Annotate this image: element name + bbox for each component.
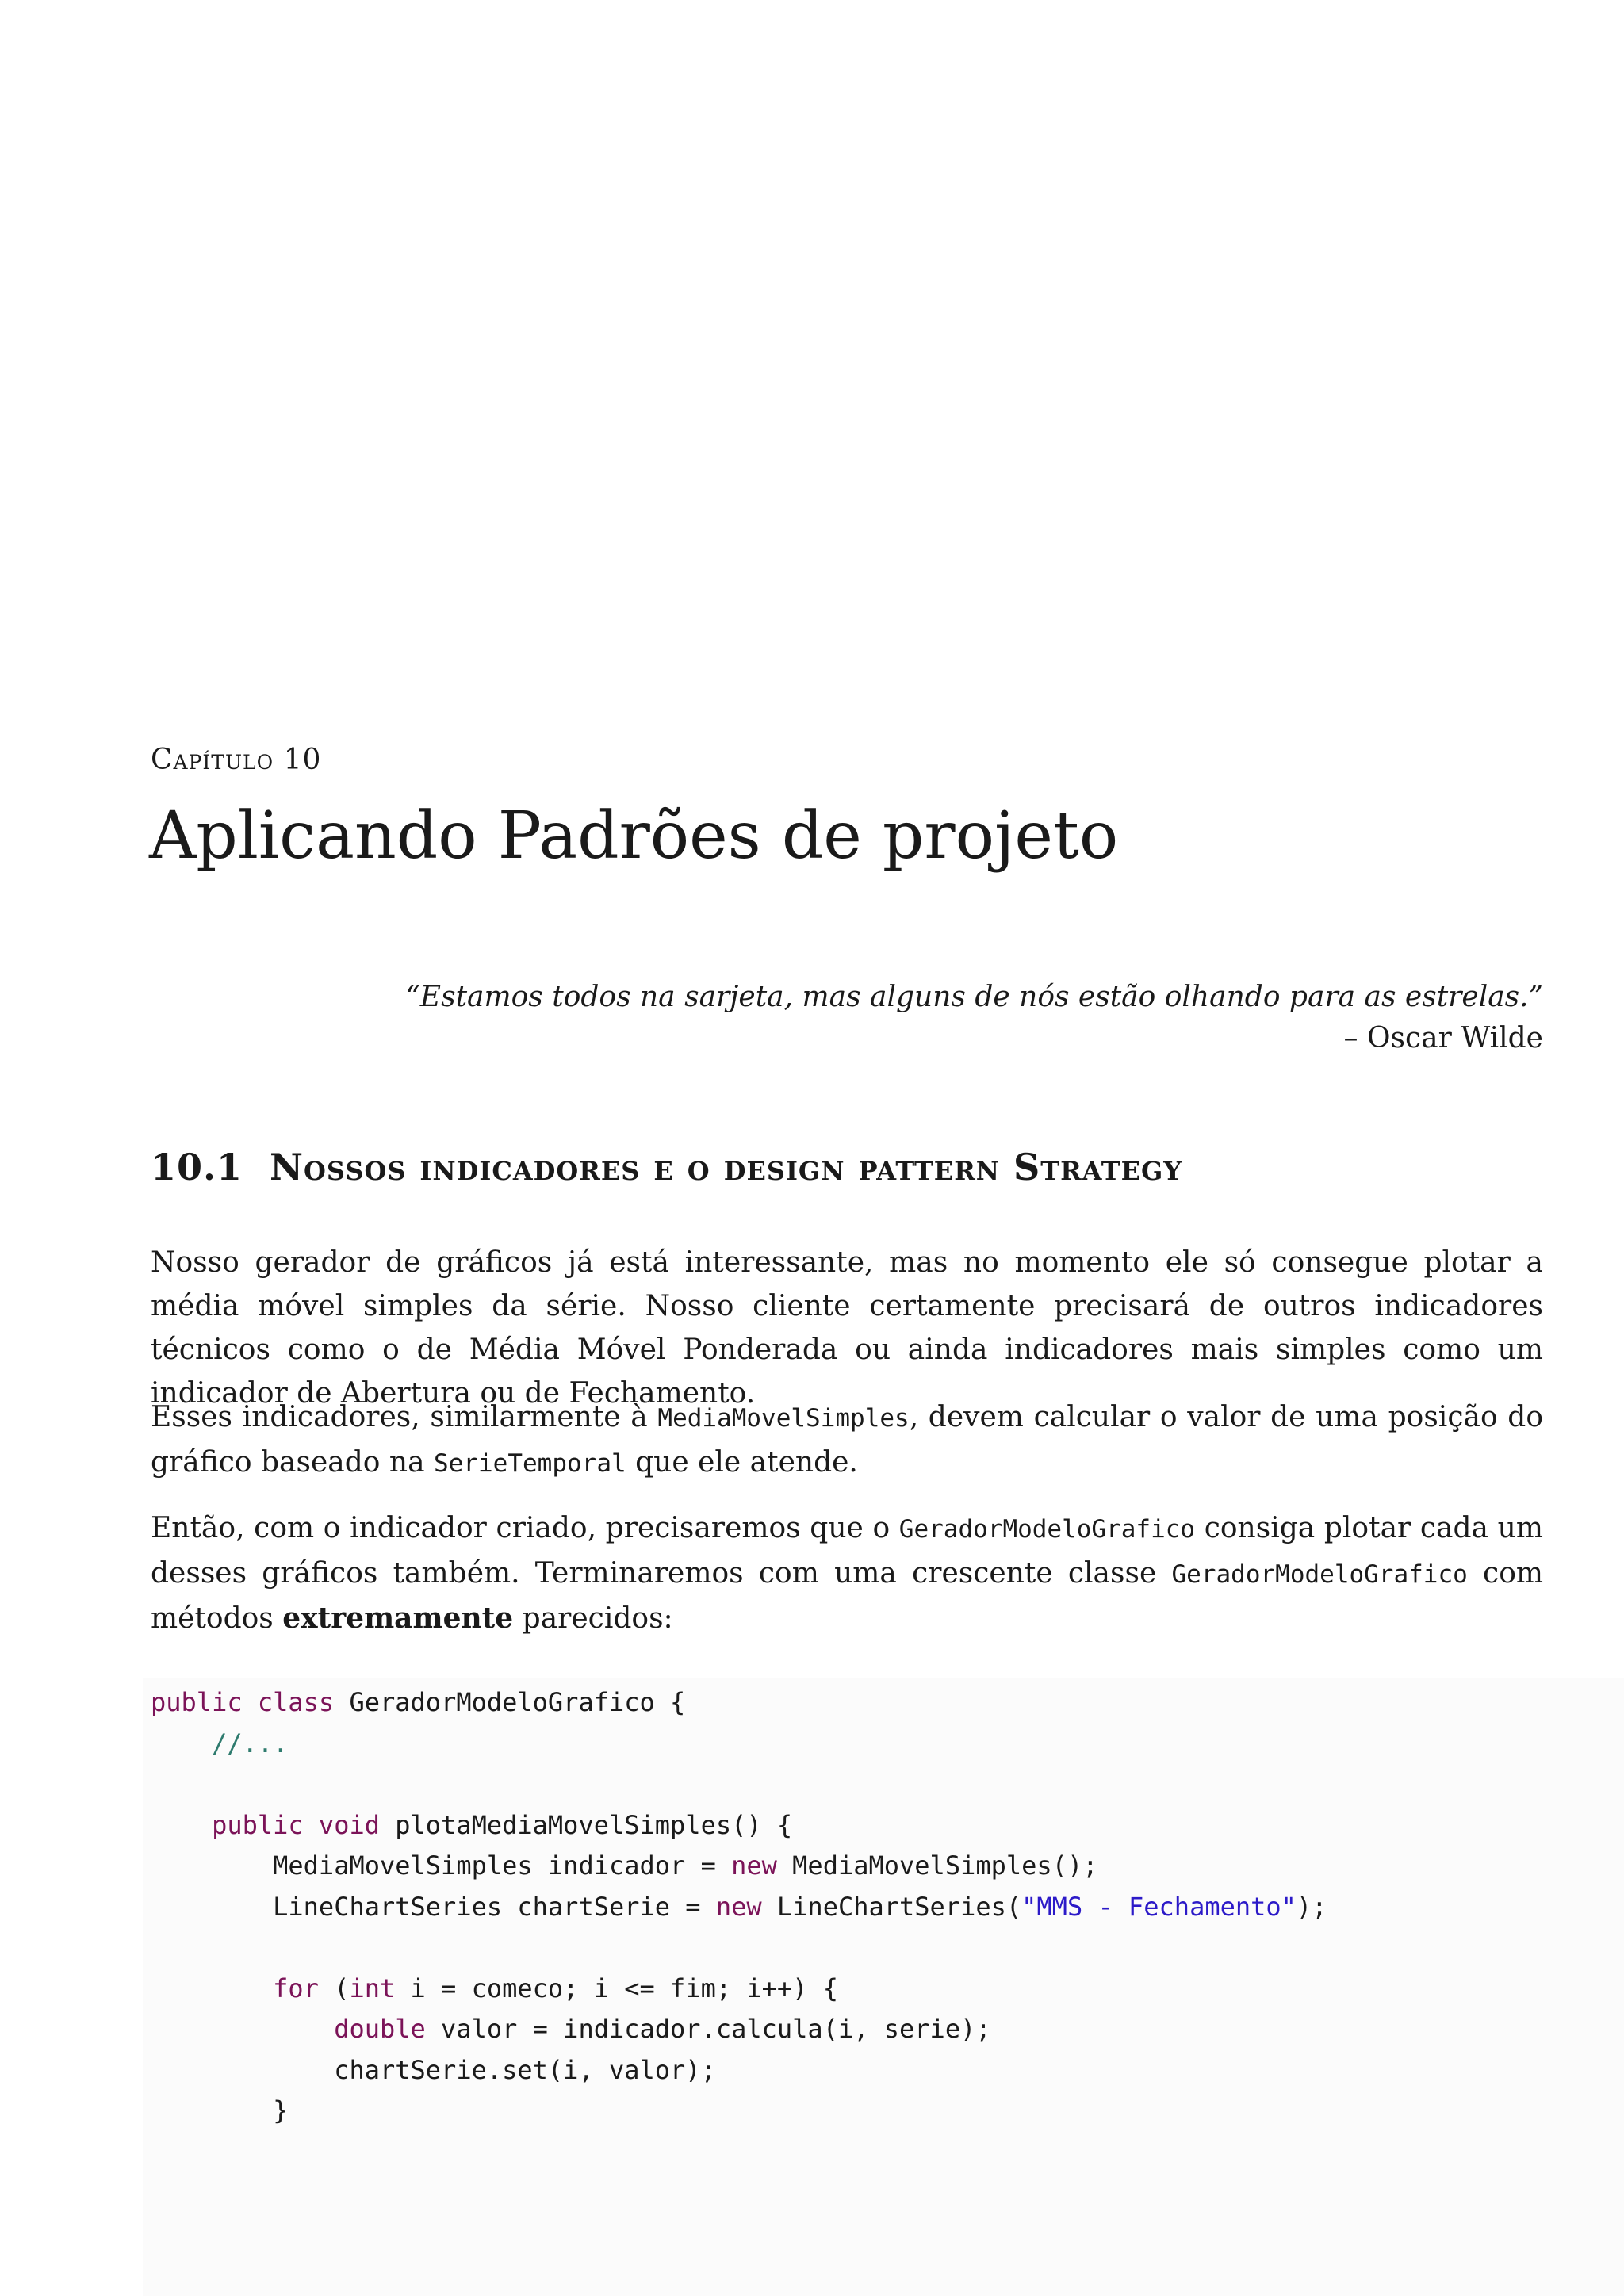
code-keyword: int bbox=[349, 1973, 396, 2003]
paragraph-3-text-3: com métodos bbox=[151, 1557, 1543, 1635]
section-heading bbox=[151, 1146, 1578, 1188]
paragraph-1: Nosso gerador de gráficos já está interessante, mas no momento ele só consegue plotar a média móvel simples da série. Nosso cliente certamente precisará de outros indicadores técnicos como o de Média Móvel Ponderada ou ainda indicadores mais simples como um indicador de Abertura ou de Fechamento. bbox=[151, 1246, 1543, 1410]
code-text: chartSerie.set(i, valor); bbox=[151, 2054, 716, 2085]
code-keyword: double bbox=[334, 2014, 426, 2044]
paragraph-3 bbox=[151, 1506, 1543, 1640]
code-keyword: new bbox=[731, 1850, 777, 1881]
inline-code-serietemporal: SerieTemporal bbox=[434, 1449, 626, 1478]
paragraph-3-text-4: parecidos: bbox=[513, 1602, 673, 1635]
code-text: GeradorModeloGrafico { bbox=[334, 1687, 686, 1717]
code-line-7 bbox=[151, 1927, 1327, 1969]
paragraph-2-text-1: Esses indicadores, similarmente à bbox=[151, 1401, 658, 1433]
code-line-10 bbox=[151, 2050, 1327, 2091]
chapter-label: Capítulo 10 bbox=[151, 744, 322, 776]
inline-code-geradormodelografico: GeradorModeloGrafico bbox=[898, 1515, 1196, 1544]
code-line-1 bbox=[151, 1682, 1327, 1724]
code-keyword: public bbox=[151, 1687, 243, 1717]
code-line-3 bbox=[151, 1764, 1327, 1805]
code-text: i = comeco; i <= fim; i++) { bbox=[395, 1973, 838, 2003]
paragraph-3-text-1: Então, com o indicador criado, precisaremos que o bbox=[151, 1512, 899, 1544]
code-line-2 bbox=[151, 1724, 1327, 1765]
code-line-6 bbox=[151, 1887, 1327, 1928]
code-line-8 bbox=[151, 1969, 1327, 2010]
epigraph-author: – Oscar Wilde bbox=[1343, 1022, 1543, 1054]
code-text: valor = indicador.calcula(i, serie); bbox=[425, 2014, 991, 2044]
section-number: 10.1 bbox=[151, 1146, 243, 1188]
epigraph-quote: “Estamos todos na sarjeta, mas alguns de nós estão olhando para as estrelas.” bbox=[405, 981, 1543, 1013]
paragraph-2 bbox=[151, 1395, 1543, 1486]
paragraph-3-text-2: consiga plotar cada um desses gráficos também. Terminaremos com uma crescente classe bbox=[151, 1512, 1543, 1590]
code-keyword: new bbox=[715, 1891, 762, 1922]
paragraph-2-text-2: , devem calcular o valor de uma posição do gráfico baseado na bbox=[151, 1401, 1544, 1479]
code-line-11 bbox=[151, 2091, 1327, 2132]
code-text: LineChartSeries chartSerie = bbox=[151, 1891, 716, 1922]
paragraph-3-bold: extremamente bbox=[282, 1601, 514, 1635]
code-text: ); bbox=[1296, 1891, 1327, 1922]
code-line-9 bbox=[151, 2009, 1327, 2050]
code-text: MediaMovelSimples indicador = bbox=[151, 1850, 732, 1881]
chapter-title: Aplicando Padrões de projeto bbox=[149, 798, 1119, 874]
code-keyword: void bbox=[318, 1809, 380, 1840]
section-title: Nossos indicadores e o design pattern Strategy bbox=[270, 1146, 1183, 1188]
code-line-4 bbox=[151, 1805, 1327, 1846]
inline-code-mediamovelsimples: MediaMovelSimples bbox=[657, 1404, 910, 1433]
code-text: LineChartSeries( bbox=[761, 1891, 1022, 1922]
code-text: MediaMovelSimples(); bbox=[776, 1850, 1098, 1881]
code-text: ( bbox=[318, 1973, 350, 2003]
epigraph bbox=[151, 977, 1543, 1059]
paragraph-2-text-3: que ele atende. bbox=[626, 1446, 858, 1479]
code-indent bbox=[151, 1728, 212, 1758]
code-indent bbox=[151, 2014, 334, 2044]
code-text: plotaMediaMovelSimples() { bbox=[379, 1809, 793, 1840]
code-comment: //... bbox=[212, 1728, 289, 1758]
code-indent bbox=[151, 1973, 273, 2003]
code-keyword: public bbox=[212, 1809, 304, 1840]
code-string: "MMS - Fechamento" bbox=[1021, 1891, 1297, 1922]
code-keyword: for bbox=[273, 1973, 319, 2003]
inline-code-geradormodelografico-2: GeradorModeloGrafico bbox=[1171, 1560, 1468, 1589]
code-text: } bbox=[151, 2095, 289, 2126]
code-keyword: class bbox=[257, 1687, 335, 1717]
code-block bbox=[151, 1682, 1327, 2132]
code-line-5 bbox=[151, 1846, 1327, 1887]
code-indent bbox=[151, 1810, 212, 1840]
